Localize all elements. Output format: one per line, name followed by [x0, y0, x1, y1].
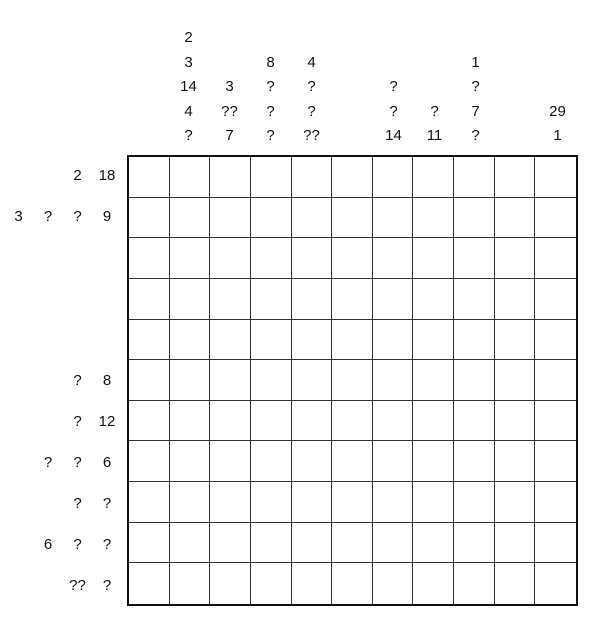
- row-clue: ?: [73, 208, 82, 225]
- grid-cell[interactable]: [292, 238, 333, 279]
- grid-cell[interactable]: [332, 360, 373, 401]
- grid-cell[interactable]: [210, 401, 251, 442]
- grid-cell[interactable]: [413, 523, 454, 564]
- row-clue: ?: [102, 577, 112, 594]
- grid-cell[interactable]: [495, 238, 536, 279]
- grid-cell[interactable]: [170, 157, 211, 198]
- grid-cell[interactable]: [251, 401, 292, 442]
- grid-cell[interactable]: [292, 320, 333, 361]
- grid-cell[interactable]: [454, 441, 495, 482]
- grid-cell[interactable]: [129, 441, 170, 482]
- grid-cell[interactable]: [454, 523, 495, 564]
- grid-cell[interactable]: [454, 157, 495, 198]
- grid-cell[interactable]: [373, 157, 414, 198]
- grid-cell[interactable]: [332, 157, 373, 198]
- grid-cell[interactable]: [129, 320, 170, 361]
- grid-cell[interactable]: [413, 279, 454, 320]
- grid-cell[interactable]: [170, 360, 211, 401]
- column-clue: 1: [471, 53, 480, 71]
- grid-cell[interactable]: [129, 523, 170, 564]
- grid-cell[interactable]: [129, 198, 170, 239]
- grid-cell[interactable]: [535, 401, 576, 442]
- row-clue: 6: [102, 454, 112, 471]
- grid-cell[interactable]: [495, 360, 536, 401]
- row-clue: ?: [102, 536, 112, 553]
- grid-cell[interactable]: [332, 523, 373, 564]
- grid-cell[interactable]: [170, 279, 211, 320]
- grid-cell[interactable]: [454, 198, 495, 239]
- grid-cell[interactable]: [251, 523, 292, 564]
- grid-cell[interactable]: [495, 441, 536, 482]
- column-clue: 7: [225, 127, 234, 144]
- column-clue: ?: [389, 78, 398, 95]
- row-clue: 6: [43, 536, 53, 553]
- column-clue: 3: [225, 78, 234, 95]
- grid-cell[interactable]: [413, 441, 454, 482]
- grid-cell[interactable]: [292, 279, 333, 320]
- column-clue: 14: [385, 127, 402, 144]
- grid-cell[interactable]: [413, 320, 454, 361]
- grid-cell[interactable]: [495, 198, 536, 239]
- row-clue: 12: [98, 413, 116, 430]
- grid-cell[interactable]: [170, 563, 211, 604]
- grid-cell[interactable]: [373, 523, 414, 564]
- grid-cell[interactable]: [454, 401, 495, 442]
- row-clue: ?: [73, 495, 82, 512]
- grid-cell[interactable]: [210, 482, 251, 523]
- column-clue: ?: [389, 102, 398, 120]
- grid-cell[interactable]: [413, 198, 454, 239]
- grid-cell[interactable]: [454, 279, 495, 320]
- column-clue: 1: [553, 127, 562, 144]
- grid-cell[interactable]: [454, 238, 495, 279]
- grid-cell[interactable]: [251, 238, 292, 279]
- grid-cell[interactable]: [292, 523, 333, 564]
- grid-cell[interactable]: [251, 157, 292, 198]
- row-clue: ??: [69, 577, 86, 594]
- row-clue: ?: [73, 454, 82, 471]
- column-clue: ?: [184, 127, 193, 144]
- grid-cell[interactable]: [129, 238, 170, 279]
- grid-cell[interactable]: [535, 238, 576, 279]
- grid-cell[interactable]: [454, 482, 495, 523]
- row-clue: 18: [98, 167, 116, 184]
- grid-cell[interactable]: [373, 401, 414, 442]
- grid-cell[interactable]: [535, 563, 576, 604]
- row-clue: ?: [102, 495, 112, 512]
- grid-cell[interactable]: [454, 563, 495, 604]
- grid-cell[interactable]: [210, 320, 251, 361]
- grid-cell[interactable]: [373, 198, 414, 239]
- row-clue: 2: [73, 167, 82, 184]
- grid-cell[interactable]: [129, 401, 170, 442]
- column-clue: ?: [266, 78, 275, 95]
- grid-cell[interactable]: [332, 563, 373, 604]
- puzzle-grid: [127, 155, 578, 606]
- grid-cell[interactable]: [535, 360, 576, 401]
- row-clue: 3: [14, 208, 23, 225]
- grid-cell[interactable]: [292, 441, 333, 482]
- grid-cell[interactable]: [332, 198, 373, 239]
- grid-cell[interactable]: [170, 401, 211, 442]
- grid-cell[interactable]: [373, 238, 414, 279]
- grid-cell[interactable]: [251, 360, 292, 401]
- grid-cell[interactable]: [332, 482, 373, 523]
- grid-cell[interactable]: [210, 279, 251, 320]
- grid-cell[interactable]: [210, 238, 251, 279]
- grid-cell[interactable]: [413, 238, 454, 279]
- grid-cell[interactable]: [170, 482, 211, 523]
- grid-cell[interactable]: [495, 523, 536, 564]
- row-clue: 8: [102, 372, 112, 389]
- grid-cell[interactable]: [413, 482, 454, 523]
- grid-cell[interactable]: [251, 482, 292, 523]
- row-clue: ?: [73, 372, 82, 389]
- grid-cell[interactable]: [210, 523, 251, 564]
- grid-cell[interactable]: [413, 563, 454, 604]
- column-clue: 7: [471, 102, 480, 120]
- column-clue: ?: [307, 78, 316, 95]
- grid-cell[interactable]: [535, 441, 576, 482]
- grid-cell[interactable]: [292, 360, 333, 401]
- grid-cell[interactable]: [251, 279, 292, 320]
- grid-cell[interactable]: [129, 563, 170, 604]
- grid-cell[interactable]: [210, 563, 251, 604]
- row-clue: ?: [43, 454, 53, 471]
- grid-cell[interactable]: [210, 441, 251, 482]
- grid-cell[interactable]: [210, 360, 251, 401]
- column-clue: 2: [184, 29, 193, 46]
- column-clue: 29: [549, 102, 566, 120]
- grid-cell[interactable]: [292, 401, 333, 442]
- column-clue: ?: [266, 127, 275, 144]
- grid-cell[interactable]: [129, 157, 170, 198]
- grid-cell[interactable]: [332, 401, 373, 442]
- grid-cell[interactable]: [495, 401, 536, 442]
- grid-cell[interactable]: [535, 523, 576, 564]
- column-clue: ?: [430, 102, 439, 120]
- grid-cell[interactable]: [454, 360, 495, 401]
- grid-cell[interactable]: [535, 157, 576, 198]
- grid-cell[interactable]: [495, 279, 536, 320]
- grid-cell[interactable]: [373, 563, 414, 604]
- column-clue: 3: [184, 53, 193, 71]
- column-clue: ?: [471, 78, 480, 95]
- row-clue: 9: [102, 208, 112, 225]
- grid-cell[interactable]: [413, 157, 454, 198]
- grid-cell[interactable]: [332, 279, 373, 320]
- row-clue: ?: [73, 536, 82, 553]
- grid-cell[interactable]: [251, 320, 292, 361]
- column-clue: 8: [266, 53, 275, 71]
- grid-cell[interactable]: [292, 198, 333, 239]
- grid-cell[interactable]: [373, 279, 414, 320]
- grid-cell[interactable]: [129, 482, 170, 523]
- grid-cell[interactable]: [413, 360, 454, 401]
- grid-cell[interactable]: [170, 441, 211, 482]
- grid-cell[interactable]: [170, 238, 211, 279]
- grid-cell[interactable]: [210, 157, 251, 198]
- grid-cell[interactable]: [251, 563, 292, 604]
- grid-cell[interactable]: [332, 320, 373, 361]
- column-clue: 4: [184, 102, 193, 120]
- grid-cell[interactable]: [373, 360, 414, 401]
- column-clue: ?: [266, 102, 275, 120]
- grid-cell[interactable]: [210, 198, 251, 239]
- grid-cell[interactable]: [535, 482, 576, 523]
- grid-cell[interactable]: [535, 279, 576, 320]
- column-clue: 4: [307, 53, 316, 71]
- grid-cell[interactable]: [535, 320, 576, 361]
- grid-cell[interactable]: [332, 238, 373, 279]
- column-clue: ??: [221, 102, 238, 120]
- grid-cell[interactable]: [495, 563, 536, 604]
- column-clue: 11: [426, 127, 443, 144]
- grid-cell[interactable]: [373, 320, 414, 361]
- grid-cell[interactable]: [332, 441, 373, 482]
- grid-cell[interactable]: [170, 198, 211, 239]
- row-clue: ?: [43, 208, 53, 225]
- grid-cell[interactable]: [495, 157, 536, 198]
- grid-cell[interactable]: [495, 482, 536, 523]
- grid-cell[interactable]: [292, 157, 333, 198]
- grid-cell[interactable]: [251, 441, 292, 482]
- grid-cell[interactable]: [292, 482, 333, 523]
- grid-cell[interactable]: [454, 320, 495, 361]
- column-clue: 14: [180, 78, 197, 95]
- grid-cell[interactable]: [170, 320, 211, 361]
- grid-cell[interactable]: [535, 198, 576, 239]
- grid-cell[interactable]: [170, 523, 211, 564]
- grid-cell[interactable]: [373, 441, 414, 482]
- row-clue: ?: [73, 413, 82, 430]
- column-clue: ?: [471, 127, 480, 144]
- grid-cell[interactable]: [251, 198, 292, 239]
- grid-cell[interactable]: [495, 320, 536, 361]
- column-clue: ??: [303, 127, 320, 144]
- grid-cell[interactable]: [413, 401, 454, 442]
- grid-cell[interactable]: [129, 279, 170, 320]
- column-clue: ?: [307, 102, 316, 120]
- grid-cell[interactable]: [373, 482, 414, 523]
- grid-cell[interactable]: [292, 563, 333, 604]
- grid-cell[interactable]: [129, 360, 170, 401]
